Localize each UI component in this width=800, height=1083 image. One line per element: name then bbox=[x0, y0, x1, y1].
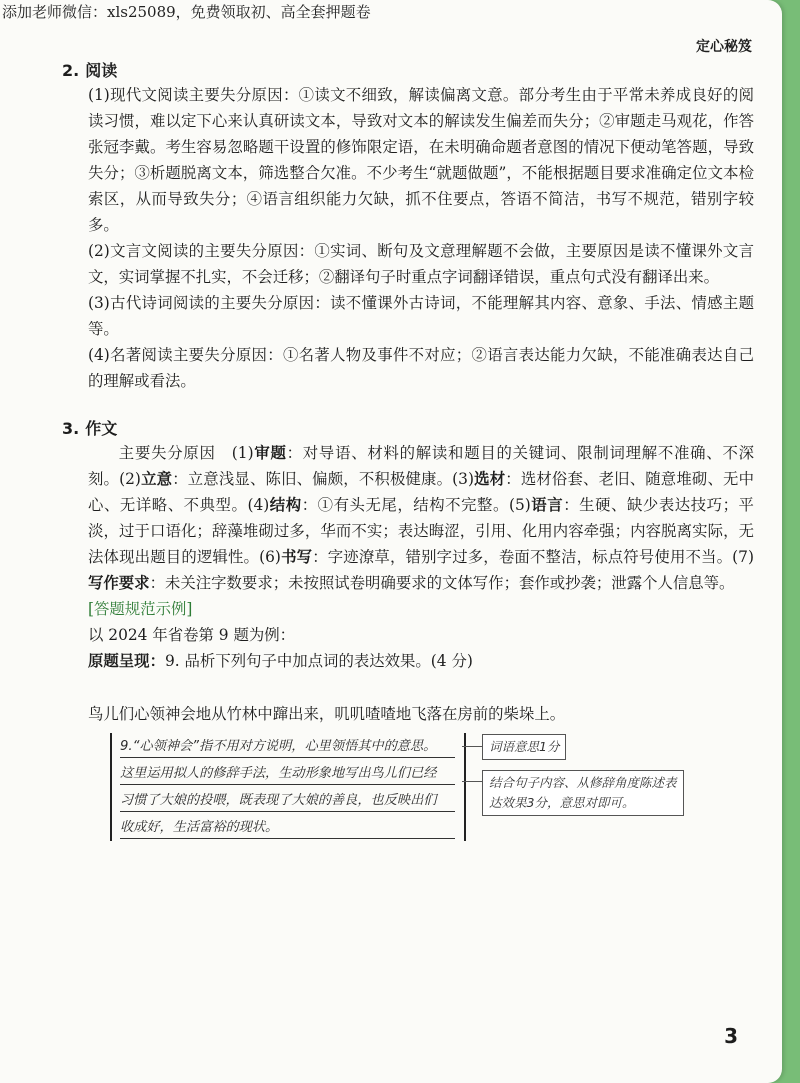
writing-text-3: ：选材俗套、老旧、随意堆砌、无中心、无详略、不典型。 bbox=[88, 470, 754, 514]
reading-section bbox=[62, 60, 754, 394]
writing-paragraph bbox=[88, 440, 754, 596]
answer-line-4: 收成好，生活富裕的现状。 bbox=[120, 818, 455, 839]
writing-text-5: ：生硬、缺少表达技巧；平淡，过于口语化；辞藻堆砌过多，华而不实；表达晦涩，引用、化用内容牵强；内容脱离实际，无法体现出题目的逻辑性。 bbox=[88, 496, 754, 566]
reading-paragraph-1: (1)现代文阅读主要失分原因：①读文不细致，解读偏离文意。部分考生由于平常未养成良好的阅读习惯，难以定下心来认真研读文本，导致对文本的解读发生偏差而失分；②审题走马观花，作答张冠李戴。考生容易忽略题干设置的修饰限定语，在未明确命题者意图的情况下便动笔答题，导致失分；③析题脱离文本，筛选整合欠准。不少考生“就题做题”，不能根据题目要求准确定位文本检索区，从而导致失分；④语言组织能力欠缺，抓不住要点，答语不简洁，书写不规范，错别字较多。 bbox=[88, 86, 754, 234]
writing-term-7: 写作要求 bbox=[88, 574, 150, 592]
writing-term-6: 书写 bbox=[280, 548, 313, 566]
question-label: 原题呈现： bbox=[88, 652, 165, 670]
callout-word-meaning: 词语意思1分 bbox=[482, 734, 566, 760]
reading-paragraph-4: (4)名著阅读主要失分原因：①名著人物及事件不对应；②语言表达能力欠缺，不能准确表达自己的理解或看法。 bbox=[88, 346, 754, 390]
reading-number: 2. bbox=[62, 61, 80, 80]
answer-line-3: 习惯了大娘的投喂，既表现了大娘的善良，也反映出们 bbox=[120, 791, 455, 812]
watermark-text: 添加老师微信：xls25089，免费领取初、高全套押题卷 bbox=[2, 3, 371, 21]
writing-text-2: ：立意浅显、陈旧、偏颇，不积极健康。 bbox=[172, 470, 453, 488]
writing-term-4: 结构 bbox=[269, 496, 302, 514]
page-number: 3 bbox=[724, 1024, 738, 1048]
example-sentence: 鸟儿们心领神会地从竹林中蹿出来，叽叽喳喳地飞落在房前的柴垛上。 bbox=[88, 705, 566, 723]
example-intro: 以 2024 年省卷第 9 题为例： bbox=[88, 626, 296, 644]
reading-heading: 阅读 bbox=[85, 61, 118, 80]
writing-intro: 主要失分原因 (1) bbox=[118, 444, 254, 462]
writing-term-3: 选材 bbox=[473, 470, 506, 488]
writing-num-3: (3) bbox=[452, 470, 474, 488]
answer-line-1: 9.“心领神会”指不用对方说明，心里领悟其中的意思。 bbox=[120, 737, 455, 758]
writing-text-7: ：未关注字数要求；未按照试卷明确要求的文体写作；套作或抄袭；泄露个人信息等。 bbox=[149, 574, 735, 592]
example-label: [答题规范示例] bbox=[88, 600, 193, 618]
question-text: 9. 品析下列句子中加点词的表达效果。(4 分) bbox=[164, 652, 473, 670]
writing-heading: 作文 bbox=[85, 419, 118, 438]
writing-term-2: 立意 bbox=[140, 470, 173, 488]
writing-num-4: (4) bbox=[247, 496, 270, 514]
writing-num-6: (6) bbox=[259, 548, 281, 566]
writing-num-7: (7) bbox=[732, 548, 754, 566]
writing-text-6: ：字迹潦草，错别字过多，卷面不整洁，标点符号使用不当。 bbox=[312, 548, 733, 566]
question-line bbox=[88, 648, 754, 674]
writing-num-2: (2) bbox=[119, 470, 141, 488]
writing-number: 3. bbox=[62, 419, 80, 438]
reading-title bbox=[62, 60, 754, 82]
writing-text-4: ：①有头无尾，结构不完整。 bbox=[301, 496, 509, 514]
writing-title bbox=[62, 418, 754, 440]
writing-text-1: ：对导语、材料的解读和题目的关键词、限制词理解不准确、不深刻。 bbox=[88, 444, 754, 488]
callout-expression-effect: 结合句子内容、从修辞角度陈述表达效果3分，意思对即可。 bbox=[482, 770, 684, 816]
answer-line-2: 这里运用拟人的修辞手法，生动形象地写出鸟儿们已经 bbox=[120, 764, 455, 785]
writing-num-5: (5) bbox=[508, 496, 531, 514]
header-tag: 定心秘笈 bbox=[696, 39, 752, 55]
reading-paragraph-2: (2)文言文阅读的主要失分原因：①实词、断句及文意理解题不会做，主要原因是读不懂课外文言文，实词掌握不扎实，不会迁移；②翻译句子时重点字词翻译错误，重点句式没有翻译出来。 bbox=[88, 242, 754, 286]
reading-paragraph-3: (3)古代诗词阅读的主要失分原因：读不懂课外古诗词，不能理解其内容、意象、手法、情感主题等。 bbox=[88, 294, 754, 338]
callout-connector-2 bbox=[462, 781, 482, 782]
writing-term-5: 语言 bbox=[530, 496, 564, 514]
writing-section bbox=[62, 418, 754, 674]
writing-term-1: 审题 bbox=[253, 444, 287, 462]
callout-connector-1 bbox=[462, 746, 482, 747]
